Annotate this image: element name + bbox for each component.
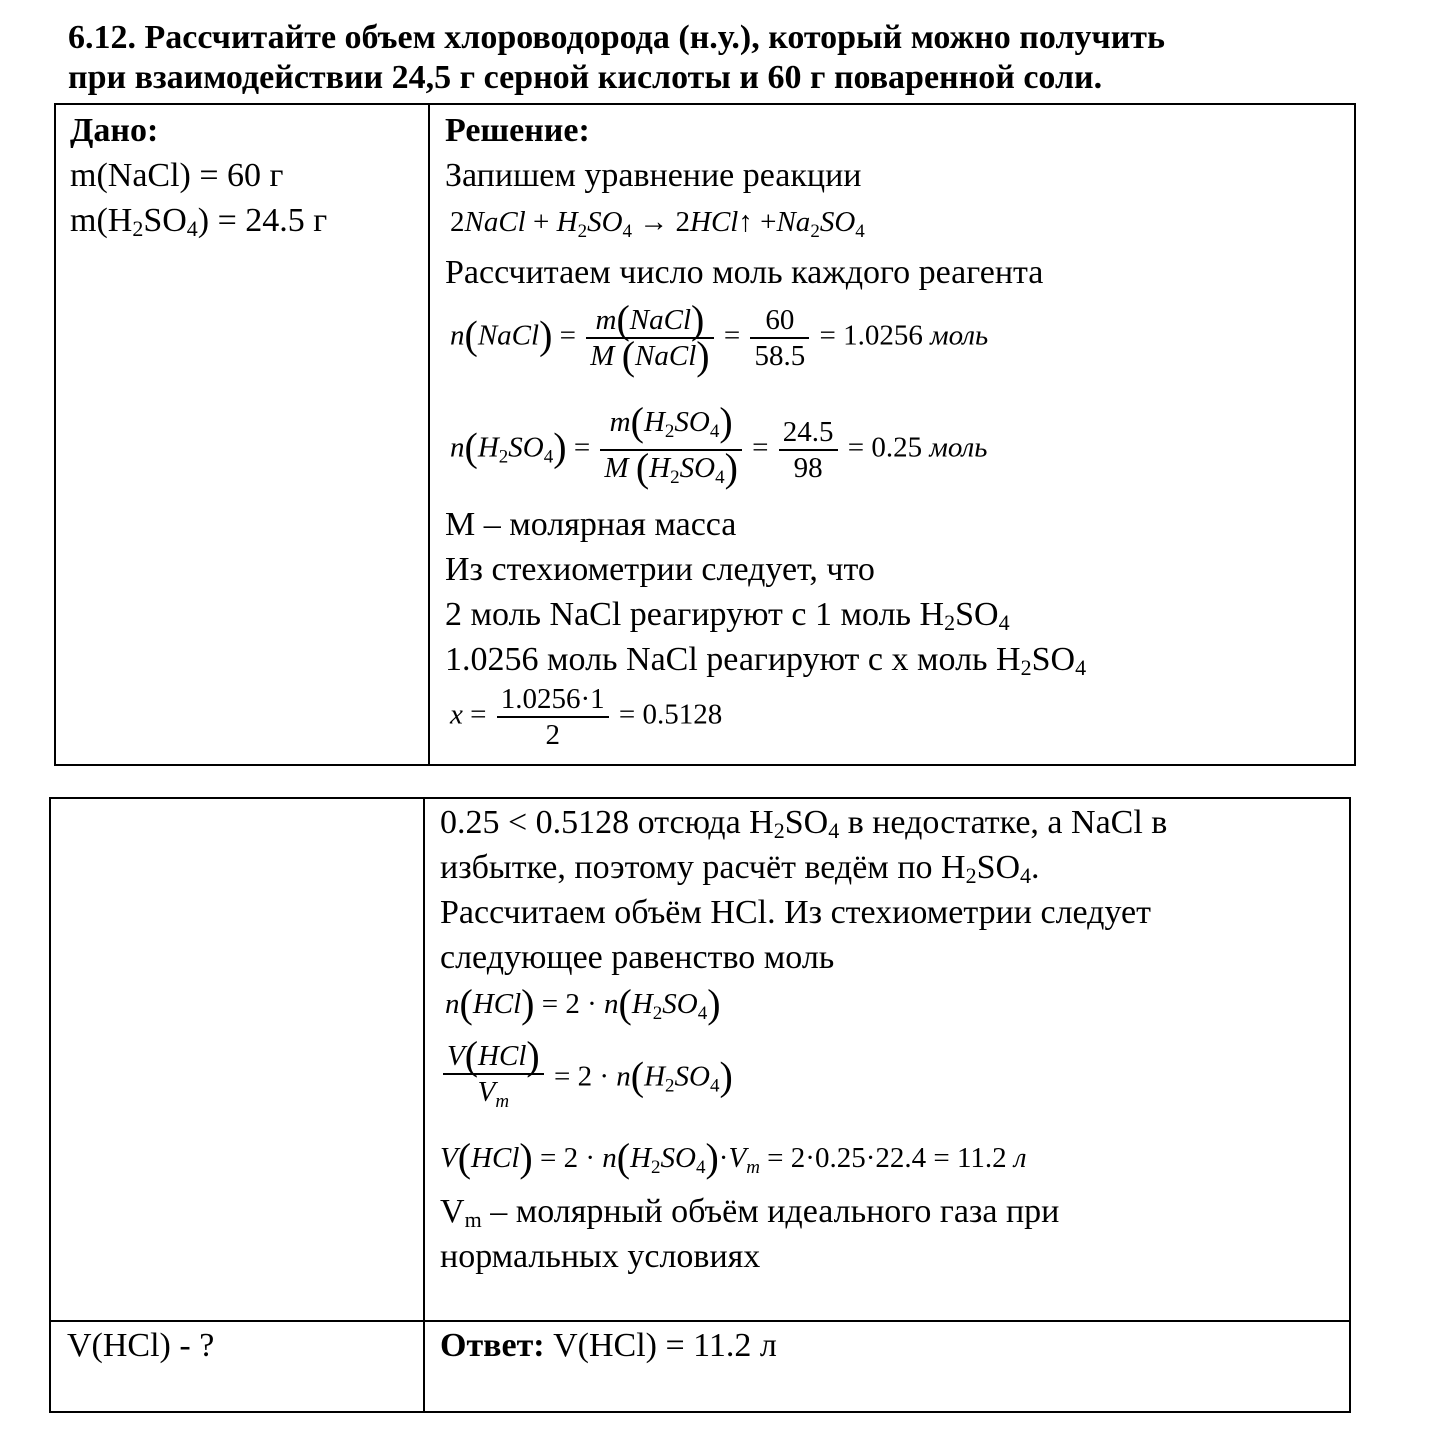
x-denominator: 2	[545, 719, 560, 751]
excess-line: избытке, поэтому расчёт ведём по $H_2SO_4$.	[440, 849, 1040, 888]
problem-title-line-2: при взаимодействии 24,5 г серной кислоты и 60 г поваренной соли.	[68, 59, 1103, 96]
given-heading: Дано:	[70, 112, 159, 149]
moles-h2so4-denominator: 98	[793, 452, 823, 484]
answer-value: V(HCl) = 11.2 л	[544, 1327, 777, 1364]
moles-intro: Рассчитаем число моль каждого реагента	[445, 254, 1044, 291]
volume-intro: Рассчитаем объём HCl. Из стехиометрии следует	[440, 894, 1151, 931]
moles-nacl-result: 1.0256	[843, 319, 923, 352]
moles-h2so4-numerator: 24.5	[779, 415, 838, 451]
x-result: 0.5128	[642, 698, 723, 731]
stoichiometry-intro: Из стехиометрии следует, что	[445, 551, 875, 588]
problem-title	[68, 18, 1388, 98]
solution-heading: Решение:	[445, 112, 590, 149]
moles-hcl-equation: $n(HCl) = 2 \cdot n(H_2SO_4)$	[445, 981, 721, 1026]
find-cell	[50, 1321, 424, 1412]
solution-table-part-2	[49, 797, 1351, 1413]
moles-nacl-numerator: 60	[750, 303, 809, 339]
given-mass-nacl: m(NaCl) = 60 г	[70, 157, 284, 194]
stoichiometry-ratio-2: 1.0256 моль NaCl реагируют с x моль $H_2SO_4$	[445, 641, 1087, 680]
comparison-line: 0.25 < 0.5128 отсюда $H_2SO_4$ в недостатке, а NaCl в	[440, 804, 1168, 843]
moles-nacl-formula: n(NaCl) = $\frac{\text{m(NaCl)}}{\text{M (NaCl)}}$ = $\frac{60}{58.5}$ = 1.0256 моль	[450, 297, 989, 378]
x-numerator: 1.0256·1	[497, 682, 609, 718]
given-cell-continued	[50, 798, 424, 1321]
given-cell	[55, 104, 429, 765]
moles-nacl-denominator: 58.5	[754, 340, 806, 372]
x-calculation: x = $\frac{1.0256\cdot 1}{2}$ = 0.5128	[450, 683, 723, 751]
moles-h2so4-result: 0.25	[871, 431, 923, 464]
answer-label: Ответ:	[440, 1327, 545, 1364]
equality-intro: следующее равенство моль	[440, 939, 835, 976]
solution-cell-continued	[424, 798, 1350, 1321]
find-quantity: V(HCl) - ?	[67, 1327, 215, 1364]
answer-cell	[424, 1321, 1350, 1412]
molar-mass-definition: M – молярная масса	[445, 506, 737, 543]
stoichiometry-ratio-1: 2 моль NaCl реагируют с 1 моль $H_2SO_4$	[445, 596, 1010, 635]
reaction-equation: 2NaCl + $H_2SO_4$ → 2HCl↑ $+Na_2SO_4$	[450, 206, 865, 242]
volume-ratio-equation: $\frac{\text{V(HCl)}}{V_m}$ = $2 \cdot n(H_2SO_4)$	[443, 1039, 733, 1119]
solution-table-part-1	[54, 103, 1356, 766]
volume-hcl-result: 11.2	[956, 1142, 1007, 1174]
given-mass-h2so4: $m(H_2SO_4) = 24.5$ г	[70, 202, 328, 241]
moles-h2so4-formula: $n(H_2SO_4)$ = $\frac{m(H_2SO_4)}{M (H_2SO_4)}$ = $\frac{24.5}{98}$ = 0.25 моль	[450, 399, 988, 490]
volume-hcl-calculation: $V(HCl) = 2 \cdot n(H_2SO_4)\cdot V_m = 2\cdot 0.25\cdot 22.4 = 11.2$ л	[440, 1135, 1027, 1180]
reaction-intro: Запишем уравнение реакции	[445, 157, 862, 194]
molar-volume-definition-line-2: нормальных условиях	[440, 1238, 761, 1275]
answer-line	[440, 1326, 777, 1366]
problem-title-line-1: 6.12. Рассчитайте объем хлороводорода (н.у.), который можно получить	[68, 19, 1165, 56]
solution-cell	[429, 104, 1355, 765]
molar-volume-definition: $V_m$ – молярный объём идеального газа при	[440, 1193, 1060, 1232]
